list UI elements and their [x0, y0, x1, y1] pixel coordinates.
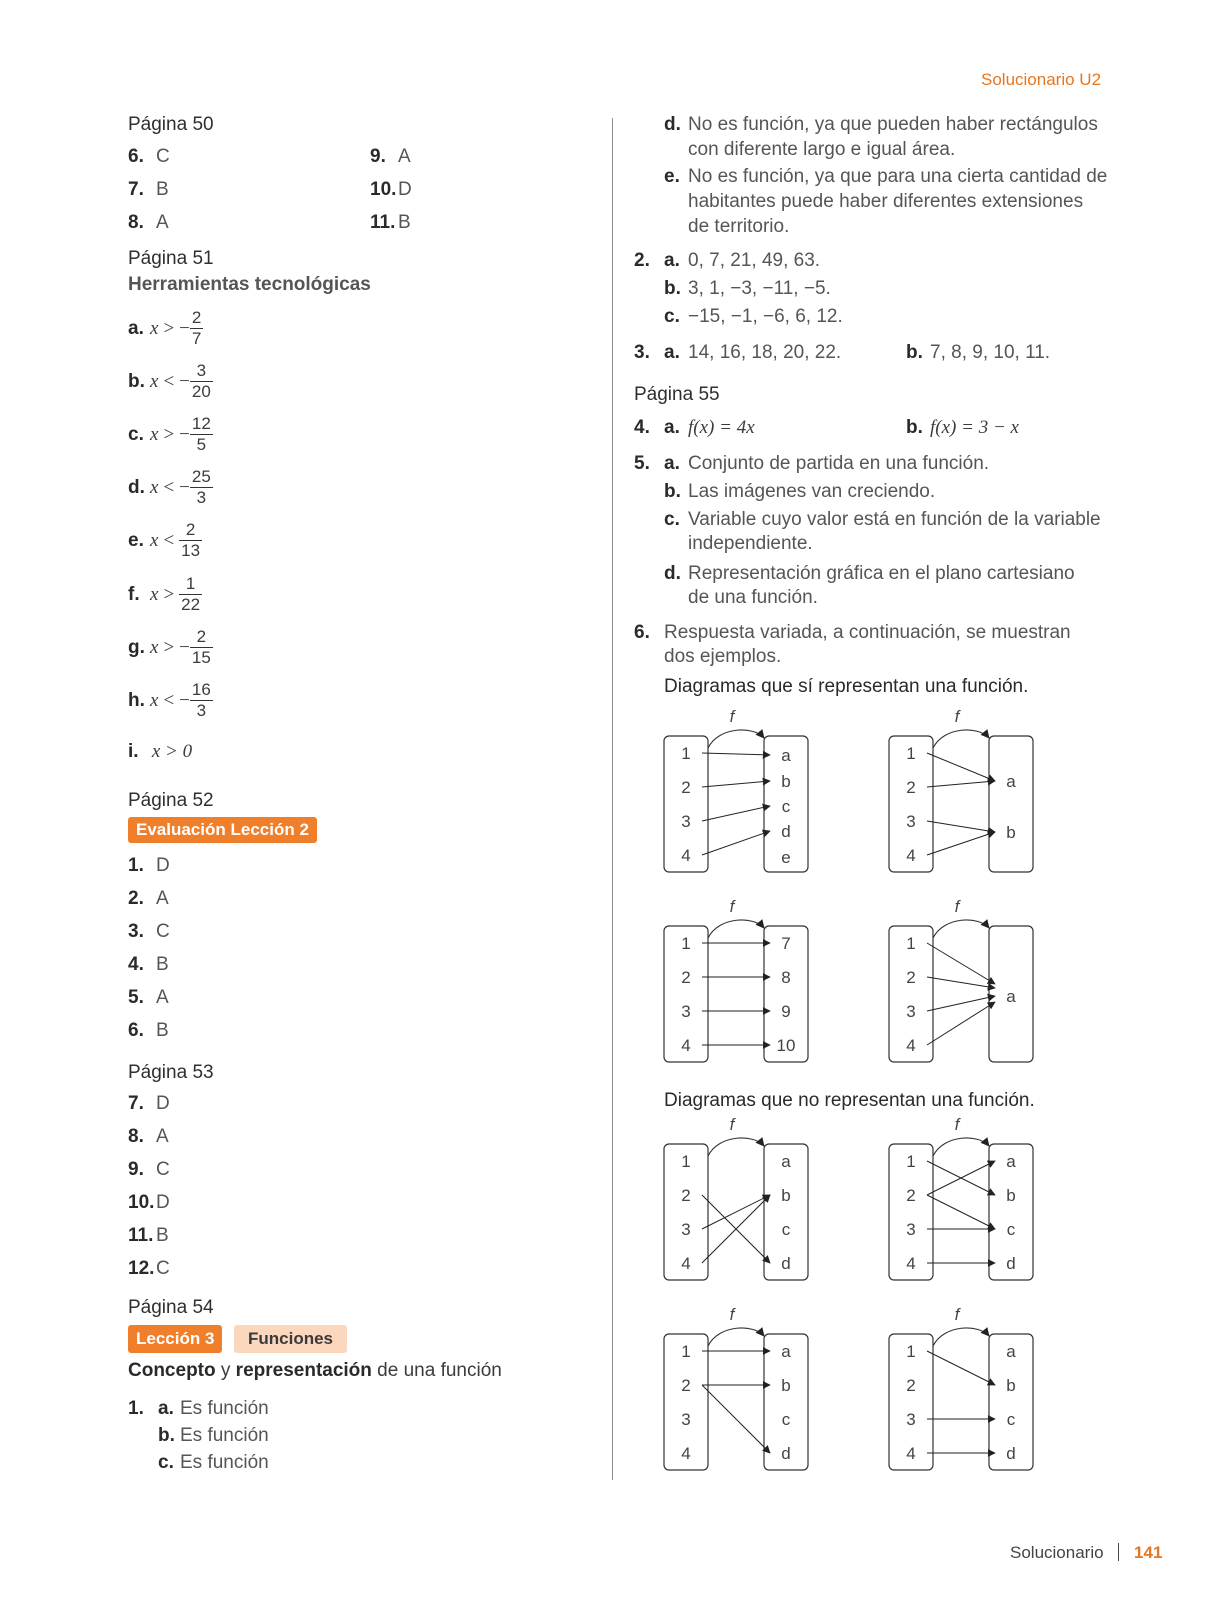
operator: < [163, 476, 175, 498]
answer-text: 7, 8, 9, 10, 11. [930, 342, 1051, 363]
badge-text: Evaluación Lección [136, 820, 300, 839]
numerator: 12 [191, 414, 211, 433]
heading-bold-1: Concepto [128, 1360, 216, 1381]
item-letter: f. [128, 583, 140, 605]
text-line: dos ejemplos. [664, 646, 782, 667]
codomain-element: d [781, 1254, 791, 1273]
diagrams-no-heading: Diagramas que no representan una función. [664, 1090, 1035, 1111]
mapping-arrow [702, 806, 770, 821]
answer-number: 10. [370, 179, 397, 200]
text-line: Variable cuyo valor está en función de la variable [688, 509, 1101, 530]
answer-value: D [156, 855, 170, 876]
variable: x [150, 529, 159, 551]
answer-text: −15, −1, −6, 6, 12. [688, 306, 843, 327]
answer-number: 9. [370, 146, 386, 167]
codomain-element: a [781, 1342, 791, 1361]
heading-mid: y [215, 1360, 236, 1381]
codomain-element: a [1006, 1342, 1016, 1361]
function-label: f [954, 897, 960, 916]
codomain-element: c [781, 1410, 791, 1429]
domain-element: 1 [906, 1152, 916, 1171]
denominator: 3 [196, 488, 207, 507]
sign: − [179, 370, 190, 392]
domain-element: 4 [681, 1254, 691, 1273]
codomain-element: a [1006, 987, 1016, 1006]
domain-element: 2 [906, 1186, 916, 1205]
page-51-title: Página 51 [128, 248, 214, 269]
item-letter: g. [128, 636, 145, 658]
header-title: Solucionario U [981, 70, 1092, 89]
question-1-number: 1. [128, 1398, 144, 1419]
variable: x [150, 583, 159, 605]
function-label: f [729, 897, 735, 916]
mapping-arrow [927, 821, 995, 832]
answer-value: D [156, 1093, 170, 1114]
answer-text: 3, 1, −3, −11, −5. [688, 278, 831, 299]
variable: x [150, 476, 159, 498]
domain-element: 2 [906, 968, 916, 987]
variable: x [150, 317, 159, 339]
domain-element: 4 [906, 1254, 916, 1273]
item-letter: e. [664, 166, 680, 187]
heading-rest: de una función [371, 1360, 502, 1381]
item-letter: b. [664, 481, 681, 502]
domain-element: 1 [681, 1342, 691, 1361]
mapping-arrow [702, 1195, 770, 1229]
mapping-arrow [702, 1385, 770, 1453]
item-letter: a. [664, 342, 680, 363]
function-label: f [729, 707, 735, 726]
item-letter: i. [128, 741, 139, 762]
question-number: 6. [634, 622, 650, 643]
mapping-arrow [927, 1351, 995, 1385]
answer-number: 1. [128, 855, 144, 876]
page-50-title: Página 50 [128, 114, 214, 135]
function-label: f [729, 1305, 735, 1324]
domain-element: 1 [906, 744, 916, 763]
mapping-diagram [889, 897, 1033, 1062]
codomain-element: d [1006, 1254, 1016, 1273]
mapping-diagram [889, 1305, 1033, 1470]
mapping-diagram [664, 1115, 808, 1280]
item-letter: c. [128, 423, 144, 445]
answer-number: 7. [128, 179, 144, 200]
item-letter: c. [158, 1452, 174, 1473]
function-label: f [954, 707, 960, 726]
text-line: Conjunto de partida en una función. [688, 453, 990, 474]
numerator: 1 [179, 574, 202, 595]
codomain-element: c [781, 1220, 791, 1239]
domain-element: 4 [681, 1036, 691, 1055]
domain-element: 4 [906, 1036, 916, 1055]
domain-element: 2 [681, 1376, 691, 1395]
item-letter: e. [128, 529, 144, 551]
answer-value: B [156, 179, 169, 200]
codomain-element: b [781, 772, 791, 791]
answer-value: C [156, 146, 170, 167]
answer-number: 11. [370, 212, 396, 233]
answer-text: Es función [180, 1398, 269, 1419]
mapping-arrow [702, 831, 770, 855]
domain-element: 3 [906, 812, 916, 831]
item-letter: a. [158, 1398, 174, 1419]
function-formula: f(x) = 4x [688, 417, 755, 438]
answer-value: B [398, 212, 411, 233]
function-arrow [933, 920, 989, 938]
function-arrow [708, 920, 764, 938]
domain-element: 1 [681, 744, 691, 763]
item-letter: b. [128, 370, 145, 392]
topic-badge: Funciones [234, 1325, 347, 1353]
numerator: 2 [190, 627, 213, 648]
domain-element: 3 [906, 1220, 916, 1239]
domain-element: 3 [681, 1220, 691, 1239]
codomain-element: 10 [776, 1036, 796, 1055]
page-55-title: Página 55 [634, 384, 720, 405]
operator: < [163, 370, 175, 392]
page-number: 141 [1134, 1543, 1163, 1562]
numerator: 16 [191, 680, 211, 699]
mapping-diagram [889, 707, 1033, 872]
operator: > [163, 423, 175, 445]
denominator: 15 [191, 648, 211, 667]
question-number: 4. [634, 417, 650, 438]
domain-element: 4 [906, 1444, 916, 1463]
item-letter: c. [664, 509, 680, 530]
inequality-text: x > 0 [151, 741, 193, 762]
domain-element: 1 [681, 934, 691, 953]
domain-element: 3 [906, 1002, 916, 1021]
diagrams-yes-heading: Diagramas que sí representan una función. [664, 676, 1029, 697]
item-letter: h. [128, 689, 145, 711]
codomain-element: 8 [781, 968, 791, 987]
codomain-element: b [781, 1186, 791, 1205]
function-arrow [708, 1138, 764, 1156]
sign: − [179, 636, 190, 658]
operator: < [163, 529, 175, 551]
codomain-element: a [781, 746, 791, 765]
codomain-element: c [1006, 1410, 1016, 1429]
codomain-element: c [781, 797, 791, 816]
function-label: f [729, 1115, 735, 1134]
question-number: 2. [634, 250, 650, 271]
item-letter: a. [664, 250, 680, 271]
heading-bold-2: representación [235, 1360, 372, 1381]
domain-element: 1 [906, 1342, 916, 1361]
operator: > [163, 317, 175, 339]
item-letter: d. [664, 114, 681, 135]
domain-element: 1 [681, 1152, 691, 1171]
codomain-element: d [781, 822, 791, 841]
function-formula: f(x) = 3 − x [930, 417, 1019, 438]
item-letter: c. [664, 306, 680, 327]
answer-number: 8. [128, 1126, 144, 1147]
answer-number: 3. [128, 921, 144, 942]
answer-text: Es función [180, 1452, 269, 1473]
answer-number: 11. [128, 1225, 154, 1246]
sign: − [179, 423, 190, 445]
variable: x [150, 636, 159, 658]
codomain-element: b [1006, 1186, 1016, 1205]
mapping-diagram [664, 707, 808, 872]
answer-text: 0, 7, 21, 49, 63. [688, 250, 821, 271]
mapping-arrow [927, 1195, 995, 1229]
codomain-element: 9 [781, 1002, 791, 1021]
denominator: 5 [196, 435, 207, 454]
numerator: 2 [191, 308, 202, 327]
codomain-element: b [1006, 1376, 1016, 1395]
variable: x [150, 370, 159, 392]
denominator: 13 [181, 541, 201, 560]
answer-value: C [156, 1258, 170, 1279]
domain-element: 4 [906, 846, 916, 865]
answer-value: A [398, 146, 411, 167]
answer-value: B [156, 1020, 169, 1041]
codomain-element: 7 [781, 934, 791, 953]
mapping-diagram [664, 1305, 808, 1470]
footer-separator [1118, 1543, 1119, 1561]
mapping-arrow [927, 977, 995, 988]
page-52-title: Página 52 [128, 790, 214, 811]
mapping-diagram [664, 897, 808, 1062]
domain-element: 2 [906, 778, 916, 797]
answer-number: 9. [128, 1159, 144, 1180]
codomain-element: d [781, 1444, 791, 1463]
text-line: Las imágenes van creciendo. [688, 481, 936, 502]
text-line: con diferente largo e igual área. [688, 139, 956, 160]
sign: − [179, 476, 190, 498]
domain-element: 3 [681, 812, 691, 831]
page-53-title: Página 53 [128, 1062, 214, 1083]
page-51-subtitle: Herramientas tecnológicas [128, 274, 371, 295]
domain-element: 4 [681, 846, 691, 865]
question-number: 3. [634, 342, 650, 363]
answer-value: B [156, 1225, 169, 1246]
codomain-element: a [1006, 1152, 1016, 1171]
sign: − [179, 317, 190, 339]
answer-value: A [156, 888, 169, 909]
domain-element: 4 [681, 1444, 691, 1463]
footer [1010, 1543, 1162, 1563]
function-arrow [933, 1138, 989, 1156]
operator: > [163, 583, 175, 605]
text-line: Respuesta variada, a continuación, se muestran [664, 622, 1071, 643]
operator: > [163, 636, 175, 658]
denominator: 7 [191, 329, 202, 348]
text-line: independiente. [688, 533, 813, 554]
answer-text: 14, 16, 18, 20, 22. [688, 342, 842, 363]
function-label: f [954, 1115, 960, 1134]
domain-element: 2 [681, 778, 691, 797]
domain-element: 2 [681, 1186, 691, 1205]
answer-value: A [156, 1126, 169, 1147]
domain-element: 3 [681, 1002, 691, 1021]
domain-element: 1 [906, 934, 916, 953]
text-line: No es función, ya que pueden haber rectángulos [688, 114, 1098, 135]
mapping-arrow [927, 753, 995, 781]
function-arrow [933, 730, 989, 748]
item-letter: d. [664, 563, 681, 584]
numerator: 25 [191, 467, 211, 486]
text-line: Representación gráfica en el plano cartesiano [688, 563, 1075, 584]
answer-text: Es función [180, 1425, 269, 1446]
function-arrow [933, 1328, 989, 1346]
item-letter: b. [906, 342, 923, 363]
answer-value: C [156, 1159, 170, 1180]
question-number: 5. [634, 453, 650, 474]
domain-element: 3 [681, 1410, 691, 1429]
item-letter: d. [128, 476, 145, 498]
denominator: 3 [196, 701, 207, 720]
answer-number: 6. [128, 146, 144, 167]
codomain-element: e [781, 848, 791, 867]
answer-value: A [156, 987, 169, 1008]
mapping-arrow [927, 781, 995, 787]
function-arrow [708, 730, 764, 748]
text-line: No es función, ya que para una cierta cantidad de [688, 166, 1108, 187]
mapping-arrow [702, 781, 770, 787]
answer-number: 6. [128, 1020, 144, 1041]
badge-number: 2 [299, 820, 309, 839]
header-unit: 2 [1091, 70, 1102, 89]
answer-value: A [156, 212, 169, 233]
codomain-element: a [781, 1152, 791, 1171]
lesson-number: 3 [204, 1329, 215, 1348]
text-line: habitantes puede haber diferentes extensiones [688, 191, 1084, 212]
item-letter: b. [158, 1425, 175, 1446]
operator: < [163, 689, 175, 711]
domain-element: 2 [906, 1376, 916, 1395]
lesson-text: Lección [136, 1329, 205, 1348]
answer-value: D [398, 179, 412, 200]
function-label: f [954, 1305, 960, 1324]
footer-label: Solucionario [1010, 1543, 1104, 1562]
domain-element: 3 [906, 1410, 916, 1429]
answer-number: 4. [128, 954, 144, 975]
item-letter: a. [128, 317, 144, 339]
text-line: de territorio. [688, 216, 790, 237]
codomain-element: c [1006, 1220, 1016, 1239]
mapping-arrow [702, 753, 770, 755]
variable: x [150, 689, 159, 711]
mapping-diagram [889, 1115, 1033, 1280]
answer-number: 2. [128, 888, 144, 909]
mapping-arrow [927, 832, 995, 855]
domain-element: 2 [681, 968, 691, 987]
codomain-element: a [1006, 772, 1016, 791]
item-letter: a. [664, 417, 680, 438]
item-letter: b. [664, 278, 681, 299]
denominator: 22 [181, 595, 201, 614]
codomain-element: b [1006, 823, 1016, 842]
codomain-box [989, 736, 1033, 872]
variable: x [150, 423, 159, 445]
answer-number: 12. [128, 1258, 155, 1279]
answer-number: 8. [128, 212, 144, 233]
page-54-title: Página 54 [128, 1297, 214, 1318]
answer-number: 5. [128, 987, 144, 1008]
codomain-element: b [781, 1376, 791, 1395]
sign: − [179, 689, 190, 711]
answer-value: D [156, 1192, 170, 1213]
answer-number: 7. [128, 1093, 144, 1114]
codomain-element: d [1006, 1444, 1016, 1463]
mapping-arrow [927, 943, 995, 984]
answer-value: C [156, 921, 170, 942]
numerator: 2 [179, 520, 202, 541]
function-arrow [708, 1328, 764, 1346]
text-line: de una función. [688, 587, 818, 608]
item-letter: b. [906, 417, 923, 438]
numerator: 3 [190, 361, 213, 382]
denominator: 20 [191, 382, 211, 401]
answer-number: 10. [128, 1192, 155, 1213]
answer-value: B [156, 954, 169, 975]
item-letter: a. [664, 453, 680, 474]
